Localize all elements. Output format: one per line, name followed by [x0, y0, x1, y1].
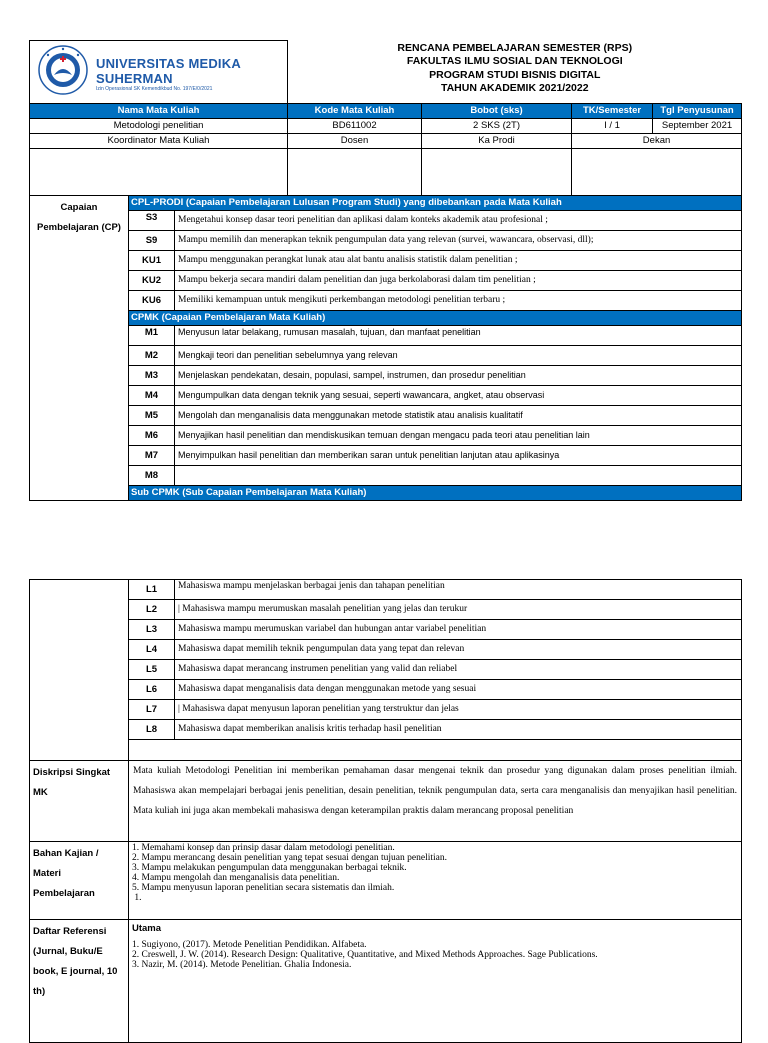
sub-cpmk-text: Mahasiswa mampu menjelaskan berbagai jenis dan tahapan penelitian	[175, 580, 742, 600]
table-row	[30, 271, 742, 291]
logo-cell	[30, 41, 288, 104]
cpmk-text: Mengolah dan menganalisis data menggunakan metode statistik atau analisis kualitatif	[175, 406, 742, 426]
logo-name-line2: SUHERMAN	[96, 71, 173, 86]
cpmk-code: M8	[129, 466, 175, 486]
title-line3: PROGRAM STUDI BISNIS DIGITAL	[429, 68, 601, 81]
cpl-text: Mengetahui konsep dasar teori penelitian dan aplikasi dalam konteks akademik atau profesional ;	[175, 211, 742, 231]
cpmk-text	[175, 466, 742, 486]
cpmk-text: Menyimpulkan hasil penelitian dan memberikan saran untuk penelitian lanjutan atau aplikasinya	[175, 446, 742, 466]
cpmk-code: M1	[129, 326, 175, 346]
sign-dosen	[288, 149, 422, 196]
cpmk-code: M3	[129, 366, 175, 386]
sub-cpmk-code: L2	[129, 600, 175, 620]
cpmk-code: M5	[129, 406, 175, 426]
sub-cpmk-code: L3	[129, 620, 175, 640]
cpmk-text: Mengkaji teori dan penelitian sebelumnya yang relevan	[175, 346, 742, 366]
referensi-label-line4: th)	[33, 986, 46, 997]
cpmk-text: Menyusun latar belakang, rumusan masalah, tujuan, dan manfaat penelitian	[175, 326, 742, 346]
referensi-label-line2: (Jurnal, Buku/E	[33, 946, 103, 957]
cpl-code: KU6	[129, 291, 175, 311]
cpmk-title: CPMK (Capaian Pembelajaran Mata Kuliah)	[129, 311, 742, 326]
referensi-section-title: Utama	[132, 923, 162, 934]
table-row	[30, 346, 742, 366]
referensi-content	[129, 920, 742, 1043]
cpmk-code: M7	[129, 446, 175, 466]
table-row	[30, 580, 742, 600]
cpl-code: KU1	[129, 251, 175, 271]
sub-cpmk-text: Mahasiswa mampu merumuskan variabel dan hubungan antar variabel penelitian	[175, 620, 742, 640]
deskripsi-label-line2: MK	[33, 787, 48, 798]
title-line2: FAKULTAS ILMU SOSIAL DAN TEKNOLOGI	[406, 55, 623, 67]
cpmk-text: Mengumpulkan data dengan teknik yang sesuai, seperti wawancara, angket, atau observasi	[175, 386, 742, 406]
logo-license-text: Izin Operasional SK Kemendikbud No. 197/E/0/2021	[96, 86, 213, 92]
logo-name-line1: UNIVERSITAS MEDIKA	[96, 56, 241, 71]
table-row	[30, 251, 742, 271]
cpl-code: S9	[129, 231, 175, 251]
sign-ka-prodi	[422, 149, 572, 196]
label-dosen: Dosen	[288, 134, 422, 149]
table-row	[30, 660, 742, 680]
table-row	[30, 211, 742, 231]
header-semester: TK/Semester	[572, 104, 653, 119]
table-row	[30, 640, 742, 660]
cp-label-line1: Capaian	[60, 202, 98, 213]
referensi-label-line1: Daftar Referensi	[33, 926, 107, 937]
sub-cpmk-text: Mahasiswa dapat memberikan analisis kritis terhadap hasil penelitian	[175, 720, 742, 740]
table-row	[30, 366, 742, 386]
value-tgl: September 2021	[653, 119, 742, 134]
sub-cpmk-code: L1	[129, 580, 175, 600]
cpl-text: Mampu bekerja secara mandiri dalam penelitian dan juga berkolaborasi dalam tim penelitian ;	[175, 271, 742, 291]
bahan-label-line1: Bahan Kajian /	[33, 848, 99, 859]
title-line4: TAHUN AKADEMIK 2021/2022	[440, 82, 589, 94]
sub-cpmk-text: Mahasiswa dapat menganalisis data dengan menggunakan metode yang sesuai	[175, 680, 742, 700]
bahan-label-line2: Materi	[33, 868, 61, 879]
rps-detail-table	[29, 579, 742, 1043]
sub-cpmk-code: L8	[129, 720, 175, 740]
sub-cpmk-code: L5	[129, 660, 175, 680]
cpl-prodi-title: CPL-PRODI (Capaian Pembelajaran Lulusan Program Studi) yang dibebankan pada Mata Kuliah	[129, 196, 742, 211]
sub-cpmk-text: | Mahasiswa dapat menyusun laporan penelitian yang terstruktur dan jelas	[175, 700, 742, 720]
referensi-label	[30, 920, 129, 1043]
list-item: 4. Mampu mengolah dan menganalisis data penelitian.	[132, 873, 340, 883]
header-nama-mk: Nama Mata Kuliah	[30, 104, 288, 119]
list-item: 2. Creswell, J. W. (2014). Research Design: Qualitative, Quantitative, and Mixed Methods Approaches. Sage Publications.	[132, 950, 598, 960]
label-dekan: Dekan	[572, 134, 742, 149]
table-row	[30, 386, 742, 406]
label-ka-prodi: Ka Prodi	[422, 134, 572, 149]
sub-cpmk-title: Sub CPMK (Sub Capaian Pembelajaran Mata Kuliah)	[129, 486, 742, 501]
cpl-code: S3	[129, 211, 175, 231]
sub-cpmk-text: | Mahasiswa mampu merumuskan masalah penelitian yang jelas dan terukur	[175, 600, 742, 620]
value-nama-mk: Metodologi penelitian	[30, 119, 288, 134]
list-item: 1. Sugiyono, (2017). Metode Penelitian Pendidikan. Alfabeta.	[132, 940, 367, 950]
table-row	[30, 700, 742, 720]
cp-label-line2: Pembelajaran (CP)	[37, 222, 121, 233]
bahan-list	[129, 842, 742, 920]
cpmk-code: M4	[129, 386, 175, 406]
university-seal-icon	[38, 45, 88, 95]
table-row	[30, 446, 742, 466]
list-item: 3. Mampu melakukan pengumpulan data menggunakan berbagai teknik.	[132, 863, 407, 873]
sub-cpmk-text: Mahasiswa dapat merancang instrumen penelitian yang valid dan reliabel	[175, 660, 742, 680]
value-bobot: 2 SKS (2T)	[422, 119, 572, 134]
cpl-text: Mampu menggunakan perangkat lunak atau alat bantu analisis statistik dalam penelitian ;	[175, 251, 742, 271]
sign-koordinator	[30, 149, 288, 196]
table-row	[30, 720, 742, 740]
cpmk-text: Menyajikan hasil penelitian dan mendiskusikan temuan dengan mengacu pada teori atau penelitian lain	[175, 426, 742, 446]
cpmk-text: Menjelaskan pendekatan, desain, populasi, sampel, instrumen, dan prosedur penelitian	[175, 366, 742, 386]
university-logo	[36, 45, 286, 97]
list-item: 1. Memahami konsep dan prinsip dasar dalam metodologi penelitian.	[132, 843, 395, 853]
list-item: 3. Nazir, M. (2014). Metode Penelitian. Ghalia Indonesia.	[132, 960, 352, 970]
header-bobot: Bobot (sks)	[422, 104, 572, 119]
deskripsi-text: Mata kuliah Metodologi Penelitian ini memberikan pemahaman dasar mengenai teknik dan prosedur yang digunakan dalam proses penelitian ilmiah. Mahasiswa akan mempelajari berbagai jenis penelitian, desain penelitian, teknik pengumpulan data, serta cara menganalisis dan menyajikan hasil penelitian. Mata kuliah ini juga akan membekali mahasiswa dengan keterampilan praktis dalam merancang proposal penelitian	[129, 761, 742, 842]
sub-cpmk-code: L6	[129, 680, 175, 700]
sub-cpmk-text: Mahasiswa dapat memilih teknik pengumpulan data yang tepat dan relevan	[175, 640, 742, 660]
sub-cpmk-left-blank	[30, 580, 129, 761]
table-row	[30, 406, 742, 426]
document-title	[288, 41, 742, 104]
title-line1: RENCANA PEMBELAJARAN SEMESTER (RPS)	[397, 41, 633, 54]
bahan-label-line3: Pembelajaran	[33, 888, 95, 899]
cpmk-code: M2	[129, 346, 175, 366]
cpmk-code: M6	[129, 426, 175, 446]
table-row	[30, 426, 742, 446]
value-semester: I / 1	[572, 119, 653, 134]
sub-cpmk-code: L4	[129, 640, 175, 660]
table-row	[30, 291, 742, 311]
table-row	[30, 680, 742, 700]
cp-label	[30, 196, 129, 501]
rps-header-table	[29, 40, 742, 501]
sub-cpmk-code: L7	[129, 700, 175, 720]
sub-cpmk-spacer	[129, 740, 742, 761]
deskripsi-label-line1: Diskripsi Singkat	[33, 767, 111, 778]
list-item: 1.	[132, 893, 142, 903]
list-item: 5. Mampu menyusun laporan penelitian secara sistematis dan ilmiah.	[132, 883, 395, 893]
table-row	[30, 326, 742, 346]
deskripsi-label	[30, 761, 129, 842]
header-tgl: Tgl Penyusunan	[653, 104, 742, 119]
label-koordinator: Koordinator Mata Kuliah	[30, 134, 288, 149]
header-kode-mk: Kode Mata Kuliah	[288, 104, 422, 119]
referensi-label-line3: book, E journal, 10	[33, 966, 118, 977]
table-row	[30, 466, 742, 486]
table-row	[30, 231, 742, 251]
table-row	[30, 600, 742, 620]
cpl-text: Memiliki kemampuan untuk mengikuti perkembangan metodologi penelitian terbaru ;	[175, 291, 742, 311]
list-item: 2. Mampu merancang desain penelitian yang tepat sesuai dengan tujuan penelitian.	[132, 853, 447, 863]
bahan-label	[30, 842, 129, 920]
value-kode-mk: BD611002	[288, 119, 422, 134]
cpl-text: Mampu memilih dan menerapkan teknik pengumpulan data yang relevan (survei, wawancara, observasi, dll);	[175, 231, 742, 251]
sign-dekan	[572, 149, 742, 196]
cpl-code: KU2	[129, 271, 175, 291]
table-row	[30, 620, 742, 640]
